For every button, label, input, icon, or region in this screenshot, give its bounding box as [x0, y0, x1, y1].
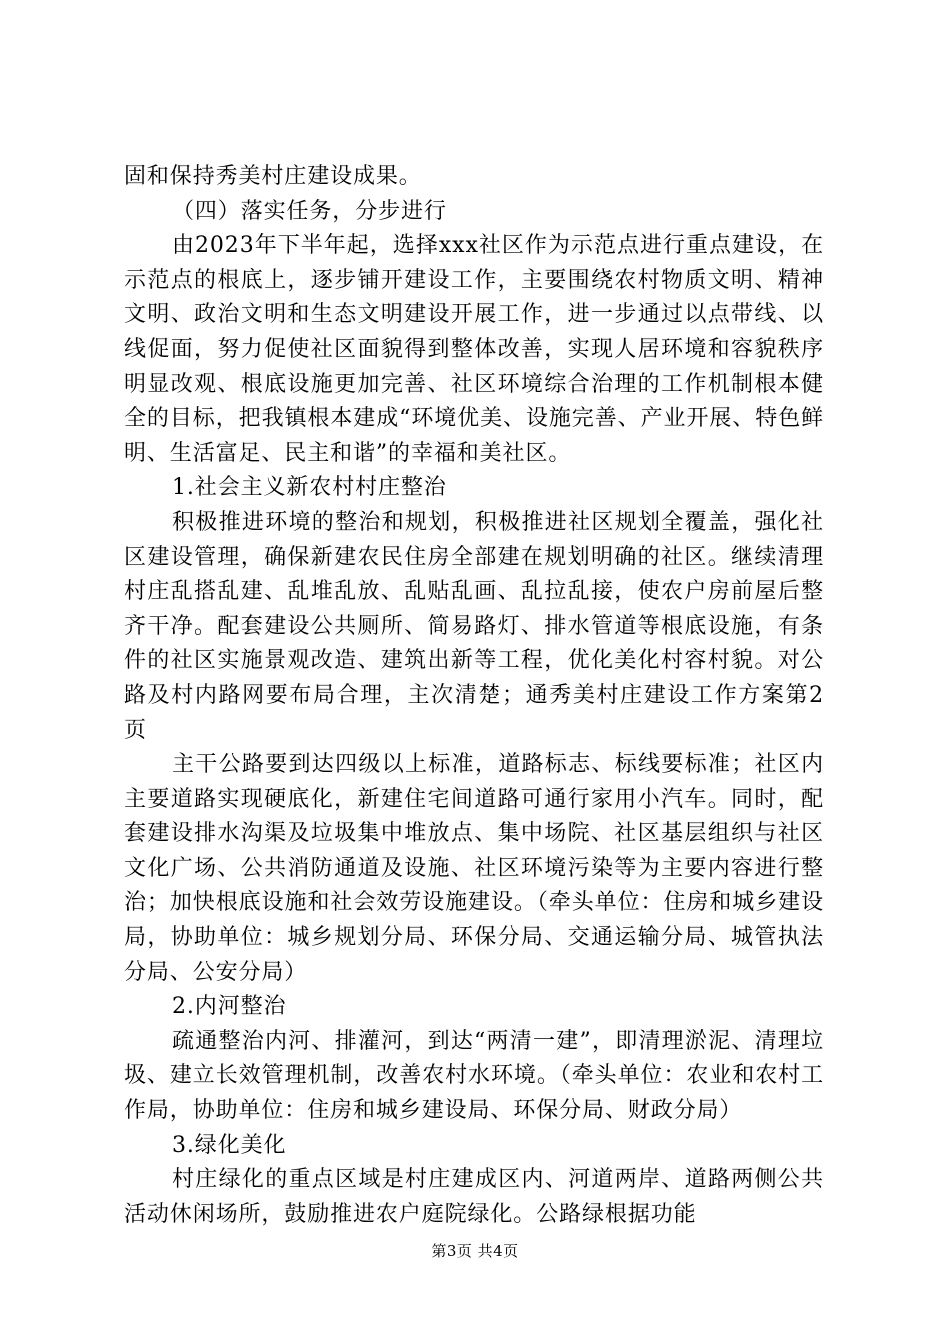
section-heading-4: （四）落实任务，分步进行 [172, 198, 447, 224]
paragraph-demonstration-plan: 由2023年下半年起，选择xxx社区作为示范点进行重点建设，在示范点的根底上，逐步铺开建设工作，主要围绕农村物质文明、精神文明、政治文明和生态文明建设开展工作，进一步通过以点带线、以线促面，努力促使社区面貌得到整体改善，实现人居环境和容貌秩序明显改观、根底设施更加完善、社区环境综合治理的工作机制根本健全的目标，把我镇根本建成“环境优美、设施完善、产业开展、特色鲜明、生活富足、民主和谐”的幸福和美社区。 [124, 233, 824, 466]
paragraph-river-dredging: 疏通整治内河、排灌河，到达“两清一建”，即清理淤泥、清理垃圾、建立长效管理机制，改善农村水环境。（牵头单位：农业和农村工作局，协助单位：住房和城乡建设局、环保分局、财政分局） [124, 1028, 824, 1124]
paragraph-road-standards: 主干公路要到达四级以上标准，道路标志、标线要标准；社区内主要道路实现硬底化，新建住宅间道路可通行家用小汽车。同时，配套建设排水沟渠及垃圾集中堆放点、集中场院、社区基层组织与社区文化广场、公共消防通道及设施、社区环境污染等为主要内容进行整治；加快根底设施和社会效劳设施建设。（牵头单位：住房和城乡建设局，协助单位：城乡规划分局、环保分局、交通运输分局、城管执法分局、公安分局） [124, 752, 824, 985]
paragraph-continuation: 固和保持秀美村庄建设成果。 [124, 164, 422, 189]
paragraph-greening-areas: 村庄绿化的重点区域是村庄建成区内、河道两岸、道路两侧公共活动休闲场所，鼓励推进农户庭院绿化。公路绿根据功能 [124, 1167, 824, 1227]
subheading-greening: 3.绿化美化 [172, 1132, 287, 1158]
subheading-river-renovation: 2.内河整治 [172, 994, 287, 1020]
document-body [124, 160, 824, 1232]
subheading-village-renovation: 1.社会主义新农村村庄整治 [172, 475, 447, 501]
page-footer: 第3页 共4页 [431, 1242, 519, 1260]
paragraph-environment-planning: 积极推进环境的整治和规划，积极推进社区规划全覆盖，强化社区建设管理，确保新建农民住房全部建在规划明确的社区。继续清理村庄乱搭乱建、乱堆乱放、乱贴乱画、乱拉乱接，使农户房前屋后整齐干净。配套建设公共厕所、简易路灯、排水管道等根底设施，有条件的社区实施景观改造、建筑出新等工程，优化美化村容村貌。对公路及村内路网要布局合理，主次清楚；通秀美村庄建设工作方案第2页 [124, 509, 824, 743]
